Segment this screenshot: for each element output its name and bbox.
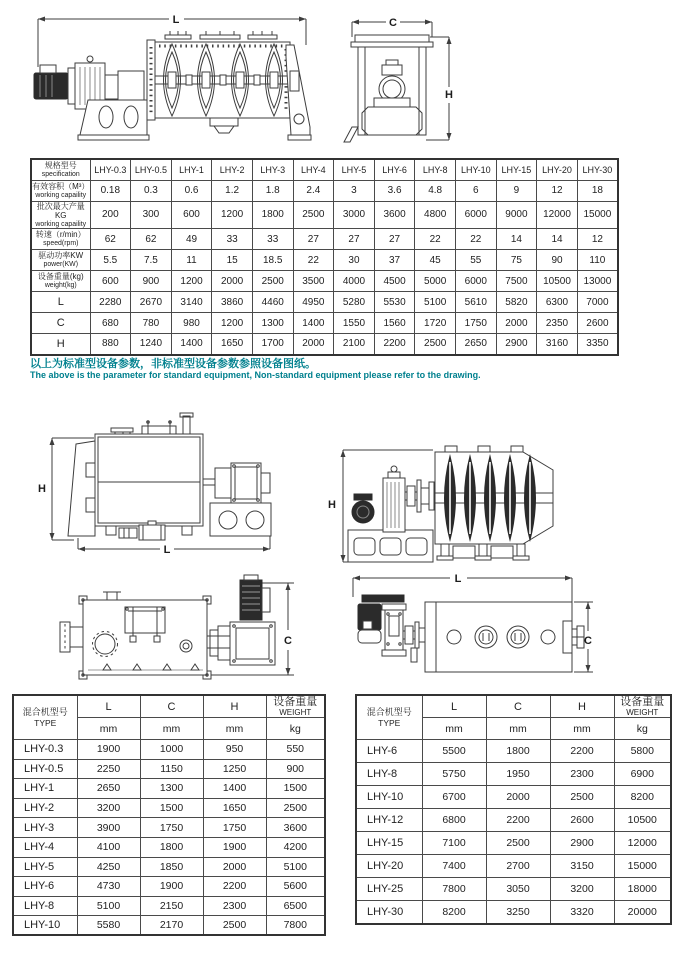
spec-value-cell: 7000 (577, 292, 618, 313)
dim-value-cell: 2000 (486, 786, 550, 809)
dim-corner-en: TYPE (34, 718, 57, 728)
spec-value-cell: 9 (496, 180, 537, 201)
dim-value-cell: 950 (203, 740, 266, 760)
dim-type-cell: LHY-8 (13, 896, 77, 916)
dim-label-c: C (584, 635, 592, 647)
dim-value-cell: 550 (266, 740, 325, 760)
dim-value-cell: 1150 (140, 759, 203, 779)
spec-value-cell: 1400 (171, 334, 212, 355)
dim-value-cell: 20000 (614, 901, 671, 924)
spec-value-cell: 30 (334, 250, 375, 271)
dim-type-cell: LHY-30 (356, 901, 422, 924)
mixer-side-view-plain-drawing (18, 408, 288, 558)
spec-value-cell: 600 (90, 271, 131, 292)
spec-value-cell: 22 (415, 229, 456, 250)
dim-unit-cell: mm (486, 718, 550, 740)
dim-col-header (614, 695, 671, 718)
dim-type-cell: LHY-20 (356, 855, 422, 878)
dim-label-h: H (445, 89, 453, 101)
dim-corner-zh: 混合机型号 (366, 707, 412, 717)
spec-model-header: LHY-10 (455, 159, 496, 180)
spec-value-cell: 3500 (293, 271, 334, 292)
dim-label-c: C (389, 17, 397, 29)
spec-row-header: L (31, 292, 90, 313)
spec-value-cell: 2500 (415, 334, 456, 355)
dim-col-label: L (450, 700, 458, 713)
dim-value-cell: 3320 (550, 901, 614, 924)
dim-value-cell: 15000 (614, 855, 671, 878)
spec-value-cell: 22 (293, 250, 334, 271)
dim-unit-cell: kg (614, 718, 671, 740)
dim-col-label: L (105, 700, 112, 713)
dim-value-cell: 1250 (203, 759, 266, 779)
dim-col-label: C (514, 700, 522, 713)
dim-value-cell: 2200 (486, 809, 550, 832)
dim-value-cell: 1650 (203, 798, 266, 818)
dim-value-cell: 8200 (614, 786, 671, 809)
spec-model-header: LHY-15 (496, 159, 537, 180)
drawing-middle-side-view (18, 408, 288, 563)
spec-value-cell: 4950 (293, 292, 334, 313)
spec-value-cell: 3.6 (374, 180, 415, 201)
dim-value-cell: 2250 (77, 759, 140, 779)
mixer-top-view-long-drawing (350, 565, 682, 690)
paddle-mixer-side-view-drawing (28, 5, 328, 153)
spec-value-cell: 1300 (252, 313, 293, 334)
spec-value-cell: 5610 (455, 292, 496, 313)
dim-corner-en: TYPE (378, 718, 401, 728)
spec-value-cell: 90 (537, 250, 578, 271)
dim-value-cell: 2500 (486, 832, 550, 855)
spec-value-cell: 3860 (212, 292, 253, 313)
dim-value-cell: 2500 (266, 798, 325, 818)
spec-model-header: LHY-30 (577, 159, 618, 180)
dim-col-label: H (230, 700, 239, 713)
drawing-top-side-view (28, 5, 328, 158)
dim-value-cell: 1750 (203, 818, 266, 838)
dim-value-cell: 7100 (422, 832, 486, 855)
spec-value-cell: 3160 (537, 334, 578, 355)
spec-value-cell: 49 (171, 229, 212, 250)
dim-value-cell: 2150 (140, 896, 203, 916)
drawing-bottom-top-view-right (350, 565, 682, 695)
spec-row-header (31, 201, 90, 229)
dim-col-sublabel: WEIGHT (626, 708, 659, 717)
spec-value-cell: 33 (252, 229, 293, 250)
spec-value-cell: 18.5 (252, 250, 293, 271)
spec-value-cell: 0.6 (171, 180, 212, 201)
dim-col-label: H (578, 700, 586, 713)
dim-type-cell: LHY-10 (13, 916, 77, 936)
dim-value-cell: 900 (266, 759, 325, 779)
spec-value-cell: 4800 (415, 201, 456, 229)
spec-value-cell: 14 (496, 229, 537, 250)
dim-value-cell: 2650 (77, 779, 140, 799)
spec-value-cell: 7500 (496, 271, 537, 292)
spec-value-cell: 1200 (212, 201, 253, 229)
dim-type-cell: LHY-4 (13, 837, 77, 857)
dim-value-cell: 5750 (422, 763, 486, 786)
spec-value-cell: 13000 (577, 271, 618, 292)
dim-unit-cell: mm (77, 718, 140, 740)
spec-value-cell: 5.5 (90, 250, 131, 271)
dim-value-cell: 1800 (486, 740, 550, 763)
spec-row-header (31, 271, 90, 292)
dim-type-cell: LHY-6 (13, 877, 77, 897)
spec-value-cell: 1700 (252, 334, 293, 355)
spec-value-cell: 110 (577, 250, 618, 271)
dim-col-header (266, 695, 325, 718)
dim-unit-cell: mm (422, 718, 486, 740)
spec-value-cell: 980 (171, 313, 212, 334)
spec-row-header: H (31, 334, 90, 355)
note-english: The above is the parameter for standard equipment, Non-standard equipment please refer to the drawing. (30, 370, 481, 380)
dim-value-cell: 5600 (266, 877, 325, 897)
dim-value-cell: 3050 (486, 878, 550, 901)
spec-value-cell: 2000 (293, 334, 334, 355)
spec-value-cell: 45 (415, 250, 456, 271)
dim-type-cell: LHY-6 (356, 740, 422, 763)
dim-corner-cell (356, 695, 422, 740)
dim-value-cell: 1300 (140, 779, 203, 799)
spec-row-header (31, 229, 90, 250)
dim-col-header (203, 695, 266, 718)
spec-value-cell: 62 (90, 229, 131, 250)
spec-value-cell: 27 (374, 229, 415, 250)
dim-value-cell: 7800 (422, 878, 486, 901)
spec-value-cell: 15000 (577, 201, 618, 229)
spec-value-cell: 15 (212, 250, 253, 271)
dim-value-cell: 3250 (486, 901, 550, 924)
spec-value-cell: 1560 (374, 313, 415, 334)
dim-type-cell: LHY-2 (13, 798, 77, 818)
dim-col-header (77, 695, 140, 718)
spec-value-cell: 2500 (252, 271, 293, 292)
spec-value-cell: 18 (577, 180, 618, 201)
spec-row-label-en: speed(rpm) (43, 238, 79, 247)
dim-value-cell: 5100 (266, 857, 325, 877)
spec-value-cell: 2500 (293, 201, 334, 229)
dim-value-cell: 1900 (140, 877, 203, 897)
dim-col-label: 设备重量 (273, 696, 318, 708)
dimension-table-right (355, 694, 672, 925)
dim-col-label: C (167, 700, 176, 713)
spec-value-cell: 1200 (212, 313, 253, 334)
dim-value-cell: 3600 (266, 818, 325, 838)
dim-value-cell: 5100 (77, 896, 140, 916)
dim-type-cell: LHY-8 (356, 763, 422, 786)
spec-value-cell: 4.8 (415, 180, 456, 201)
spec-row-header (31, 250, 90, 271)
dim-value-cell: 6800 (422, 809, 486, 832)
spec-value-cell: 2670 (131, 292, 172, 313)
dim-unit-cell: mm (140, 718, 203, 740)
dim-value-cell: 10500 (614, 809, 671, 832)
dim-value-cell: 8200 (422, 901, 486, 924)
spec-value-cell: 0.18 (90, 180, 131, 201)
spec-value-cell: 1750 (455, 313, 496, 334)
dim-type-cell: LHY-0.5 (13, 759, 77, 779)
dim-col-label: 设备重量 (620, 696, 665, 708)
dim-value-cell: 3200 (550, 878, 614, 901)
spec-value-cell: 27 (293, 229, 334, 250)
dim-value-cell: 5800 (614, 740, 671, 763)
spec-value-cell: 33 (212, 229, 253, 250)
spec-value-cell: 12 (537, 180, 578, 201)
mixer-top-view-drawing (48, 566, 348, 688)
dim-value-cell: 1900 (203, 837, 266, 857)
dim-value-cell: 1950 (486, 763, 550, 786)
dim-value-cell: 4250 (77, 857, 140, 877)
spec-model-header: LHY-2 (212, 159, 253, 180)
spec-value-cell: 9000 (496, 201, 537, 229)
dim-label-l: L (454, 573, 462, 585)
spec-value-cell: 2200 (374, 334, 415, 355)
spec-row-label-en: working capaility (35, 218, 87, 228)
dim-unit-cell: mm (203, 718, 266, 740)
dim-value-cell: 2000 (203, 857, 266, 877)
dim-value-cell: 2300 (203, 896, 266, 916)
dim-value-cell: 6500 (266, 896, 325, 916)
spec-value-cell: 3 (334, 180, 375, 201)
spec-value-cell: 5820 (496, 292, 537, 313)
dim-value-cell: 6700 (422, 786, 486, 809)
spec-value-cell: 1.8 (252, 180, 293, 201)
spec-value-cell: 3350 (577, 334, 618, 355)
dim-col-header (550, 695, 614, 718)
spec-model-header: LHY-20 (537, 159, 578, 180)
dim-type-cell: LHY-25 (356, 878, 422, 901)
dim-value-cell: 2300 (550, 763, 614, 786)
dim-corner-cell (13, 695, 77, 740)
spec-row-header: C (31, 313, 90, 334)
spec-value-cell: 37 (374, 250, 415, 271)
spec-value-cell: 12000 (537, 201, 578, 229)
dim-value-cell: 4100 (77, 837, 140, 857)
spec-value-cell: 5280 (334, 292, 375, 313)
spec-value-cell: 4500 (374, 271, 415, 292)
dim-value-cell: 2600 (550, 809, 614, 832)
spec-value-cell: 1550 (334, 313, 375, 334)
spec-value-cell: 2350 (537, 313, 578, 334)
spec-value-cell: 300 (131, 201, 172, 229)
spec-value-cell: 6 (455, 180, 496, 201)
spec-value-cell: 5100 (415, 292, 456, 313)
spec-value-cell: 2280 (90, 292, 131, 313)
spec-row-label-zh: 转速（r/min） (35, 230, 86, 240)
dim-unit-cell: kg (266, 718, 325, 740)
spec-model-header: LHY-5 (334, 159, 375, 180)
dim-value-cell: 6900 (614, 763, 671, 786)
dim-label-h: H (38, 483, 46, 495)
spec-value-cell: 200 (90, 201, 131, 229)
spec-value-cell: 5000 (415, 271, 456, 292)
dim-corner-zh: 混合机型号 (22, 707, 68, 717)
ribbon-mixer-side-view-drawing (325, 426, 587, 566)
dim-value-cell: 5580 (77, 916, 140, 936)
dim-value-cell: 18000 (614, 878, 671, 901)
dimension-table-left (12, 694, 326, 936)
spec-value-cell: 2000 (212, 271, 253, 292)
spec-value-cell: 0.3 (131, 180, 172, 201)
spec-value-cell: 1800 (252, 201, 293, 229)
dim-value-cell: 1900 (77, 740, 140, 760)
dim-col-sublabel: WEIGHT (279, 708, 312, 717)
spec-row-header (31, 180, 90, 201)
spec-value-cell: 880 (90, 334, 131, 355)
dim-value-cell: 2170 (140, 916, 203, 936)
spec-value-cell: 11 (171, 250, 212, 271)
spec-value-cell: 75 (496, 250, 537, 271)
spec-value-cell: 2.4 (293, 180, 334, 201)
spec-model-header: LHY-4 (293, 159, 334, 180)
spec-model-header: LHY-8 (415, 159, 456, 180)
dim-value-cell: 7400 (422, 855, 486, 878)
dim-value-cell: 1000 (140, 740, 203, 760)
dim-label-c: C (284, 635, 292, 647)
spec-value-cell: 7.5 (131, 250, 172, 271)
spec-row-label-zh: 设备重量(kg) (37, 272, 84, 282)
spec-value-cell: 27 (334, 229, 375, 250)
spec-value-cell: 600 (171, 201, 212, 229)
spec-value-cell: 62 (131, 229, 172, 250)
dim-type-cell: LHY-10 (356, 786, 422, 809)
dim-col-header (422, 695, 486, 718)
dim-value-cell: 1750 (140, 818, 203, 838)
spec-value-cell: 3600 (374, 201, 415, 229)
dim-col-header (140, 695, 203, 718)
spec-value-cell: 6300 (537, 292, 578, 313)
dim-value-cell: 1400 (203, 779, 266, 799)
dim-value-cell: 2500 (550, 786, 614, 809)
spec-value-cell: 3140 (171, 292, 212, 313)
dim-value-cell: 2200 (550, 740, 614, 763)
dim-value-cell: 2700 (486, 855, 550, 878)
spec-value-cell: 2600 (577, 313, 618, 334)
spec-value-cell: 5530 (374, 292, 415, 313)
spec-value-cell: 680 (90, 313, 131, 334)
spec-row-label-en: working capaility (35, 190, 87, 199)
spec-row-label-zh: 有效容积（M³） (32, 181, 90, 191)
spec-value-cell: 1240 (131, 334, 172, 355)
spec-value-cell: 2900 (496, 334, 537, 355)
dim-label-l: L (163, 544, 171, 556)
specification-table (30, 158, 619, 356)
dim-value-cell: 2900 (550, 832, 614, 855)
spec-value-cell: 55 (455, 250, 496, 271)
dim-value-cell: 12000 (614, 832, 671, 855)
dim-value-cell: 4730 (77, 877, 140, 897)
spec-value-cell: 1.2 (212, 180, 253, 201)
dim-value-cell: 1500 (266, 779, 325, 799)
drawing-top-end-view (338, 5, 468, 155)
spec-value-cell: 22 (455, 229, 496, 250)
dim-type-cell: LHY-15 (356, 832, 422, 855)
dim-label-l: L (172, 14, 180, 26)
spec-model-header: LHY-1 (171, 159, 212, 180)
dim-col-header (486, 695, 550, 718)
dim-value-cell: 1800 (140, 837, 203, 857)
spec-row-label-en: weight(kg) (44, 280, 77, 289)
spec-row-label-zh: 驱动功率KW (38, 251, 84, 261)
dim-unit-cell: mm (550, 718, 614, 740)
spec-value-cell: 10500 (537, 271, 578, 292)
spec-model-header: LHY-0.5 (131, 159, 172, 180)
drawing-middle-ribbon-view (325, 426, 587, 571)
dim-value-cell: 4200 (266, 837, 325, 857)
dim-value-cell: 3200 (77, 798, 140, 818)
spec-corner-cell (31, 159, 90, 180)
dim-value-cell: 3150 (550, 855, 614, 878)
spec-value-cell: 6000 (455, 271, 496, 292)
spec-value-cell: 14 (537, 229, 578, 250)
spec-value-cell: 2100 (334, 334, 375, 355)
dim-value-cell: 1500 (140, 798, 203, 818)
dim-value-cell: 1850 (140, 857, 203, 877)
dim-type-cell: LHY-12 (356, 809, 422, 832)
spec-value-cell: 1720 (415, 313, 456, 334)
dim-value-cell: 2500 (203, 916, 266, 936)
spec-row-label-en: power(KW) (43, 259, 78, 268)
spec-value-cell: 6000 (455, 201, 496, 229)
spec-model-header: LHY-6 (374, 159, 415, 180)
spec-corner-en: specification (41, 169, 80, 178)
dim-type-cell: LHY-0.3 (13, 740, 77, 760)
dim-value-cell: 3900 (77, 818, 140, 838)
spec-model-header: LHY-0.3 (90, 159, 131, 180)
spec-value-cell: 1200 (171, 271, 212, 292)
spec-corner-zh: 规格型号 (44, 161, 77, 170)
dim-type-cell: LHY-5 (13, 857, 77, 877)
dim-value-cell: 5500 (422, 740, 486, 763)
spec-value-cell: 780 (131, 313, 172, 334)
dim-type-cell: LHY-1 (13, 779, 77, 799)
dim-type-cell: LHY-3 (13, 818, 77, 838)
spec-row-label-zh: 批次最大产量KG (36, 201, 85, 220)
spec-value-cell: 4000 (334, 271, 375, 292)
dim-label-h: H (328, 499, 336, 511)
dim-value-cell: 2200 (203, 877, 266, 897)
note-chinese: 以上为标准型设备参数，非标准型设备参数参照设备图纸。 (30, 358, 316, 370)
spec-value-cell: 3000 (334, 201, 375, 229)
spec-value-cell: 1650 (212, 334, 253, 355)
spec-value-cell: 2650 (455, 334, 496, 355)
drawing-bottom-top-view-left (48, 566, 348, 693)
spec-value-cell: 12 (577, 229, 618, 250)
spec-value-cell: 1400 (293, 313, 334, 334)
spec-model-header: LHY-3 (252, 159, 293, 180)
spec-value-cell: 4460 (252, 292, 293, 313)
mixer-end-view-drawing (338, 5, 468, 150)
dim-value-cell: 7800 (266, 916, 325, 936)
spec-value-cell: 900 (131, 271, 172, 292)
spec-value-cell: 2000 (496, 313, 537, 334)
